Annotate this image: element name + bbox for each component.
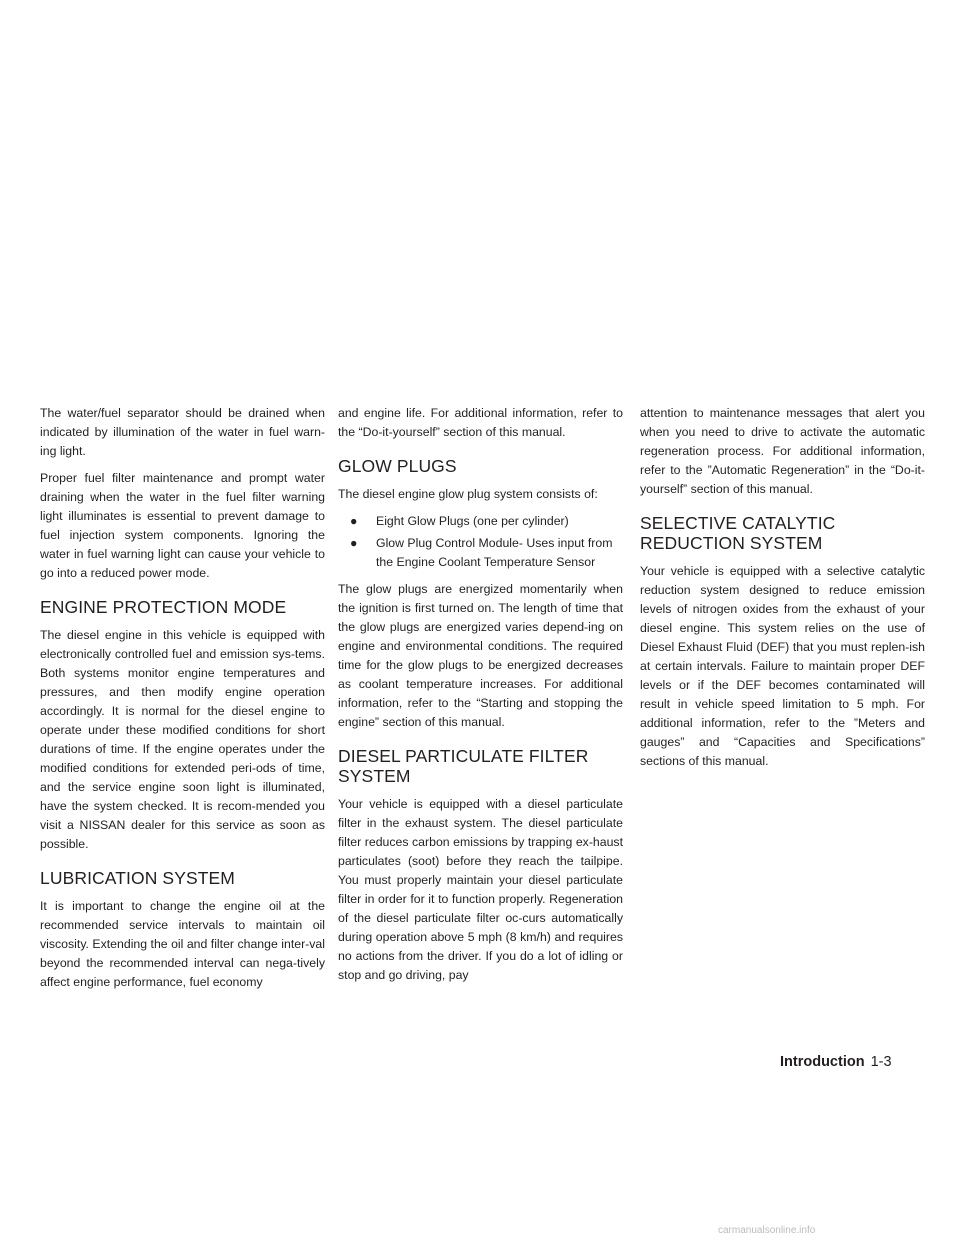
paragraph-lubrication: It is important to change the engine oil at the recommended service intervals to maintain oil viscosity. Extending the oil and filter change inter-val beyond the recommended interval can nega-tively affect engine performance, fuel economy bbox=[40, 899, 325, 989]
paragraph-diesel-particulate-filter: Your vehicle is equipped with a diesel particulate filter in the exhaust system. The diesel particulate filter reduces carbon emissions by trapping ex-haust particulates (soot) before they reach the tailpipe. You must properly maintain your diesel particulate filter in order for it to function properly. Regeneration of the diesel particulate filter oc-curs automatically during operation above 5 mph (8 km/h) and requires no actions from the driver. If you do a lot of idling or stop and go driving, pay bbox=[338, 797, 623, 982]
paragraph-fuel-filter-maintenance: Proper fuel filter maintenance and prompt water draining when the water in the fuel filter warning light illuminates is essential to prevent damage to fuel injection system components. Ignoring the water in fuel warning light can cause your vehicle to go into a reduced power mode. bbox=[40, 471, 325, 580]
paragraph-engine-protection: The diesel engine in this vehicle is equipped with electronically controlled fuel and emission sys-tems. Both systems monitor engine temperatures and pressures, and then modify engine operation accordingly. It is normal for the diesel engine to operate under these modified conditions for short durations of time. If the engine operates under the modified conditions for extended peri-ods of time, and the service engine soon light is illuminated, have the system checked. It is recom-mended you visit a NISSAN dealer for this service as soon as possible. bbox=[40, 628, 325, 851]
paragraph-glow-plug-intro: The diesel engine glow plug system consists of: bbox=[338, 487, 598, 501]
heading-selective-catalytic-reduction: SELECTIVE CATALYTIC REDUCTION SYSTEM bbox=[640, 513, 836, 553]
column-middle bbox=[338, 404, 623, 993]
paragraph-engine-life: and engine life. For additional information, refer to the “Do-it-yourself” section of this manual. bbox=[338, 406, 623, 439]
glow-plug-list bbox=[338, 512, 623, 572]
list-item-text: Glow Plug Control Module- Uses input from the Engine Coolant Temperature Sensor bbox=[376, 536, 613, 569]
paragraph-maintenance-messages: attention to maintenance messages that alert you when you need to drive to activate the automatic regeneration process. For additional information, refer to the ”Automatic Regeneration” in the “Do-it-yourself” section of this manual. bbox=[640, 406, 925, 496]
paragraph-glow-plug-energize: The glow plugs are energized momentarily when the ignition is first turned on. The length of time that the glow plugs are energized varies depend-ing on engine and environmental conditions. The required time for the glow plugs to be energized decreases as coolant temperature increases. For additional information, refer to the “Starting and stopping the engine” section of this manual. bbox=[338, 582, 623, 729]
list-item bbox=[338, 512, 623, 531]
page-footer bbox=[780, 1053, 892, 1071]
footer-section-name: Introduction bbox=[780, 1054, 865, 1070]
list-item bbox=[338, 534, 623, 572]
list-item-text: Eight Glow Plugs (one per cylinder) bbox=[376, 514, 569, 528]
column-left bbox=[40, 404, 325, 1000]
column-right bbox=[640, 404, 925, 779]
page-number: 1-3 bbox=[870, 1054, 892, 1070]
bullet-icon: ● bbox=[350, 514, 358, 528]
bullet-icon: ● bbox=[350, 536, 358, 550]
heading-lubrication-system: LUBRICATION SYSTEM bbox=[40, 868, 235, 888]
heading-glow-plugs: GLOW PLUGS bbox=[338, 456, 457, 476]
heading-diesel-particulate-filter: DIESEL PARTICULATE FILTER SYSTEM bbox=[338, 746, 589, 786]
watermark: carmanualsonline.info bbox=[718, 1225, 816, 1236]
paragraph-selective-catalytic-reduction: Your vehicle is equipped with a selective catalytic reduction system designed to reduce emission levels of nitrogen oxides from the exhaust of your diesel engine. This system relies on the use of Diesel Exhaust Fluid (DEF) that you must replen-ish at certain intervals. Failure to maintain proper DEF levels or if the DEF becomes contaminated will result in vehicle speed limitation to 5 mph. For additional information, refer to the ”Meters and gauges” and “Capacities and Specifications” sections of this manual. bbox=[640, 564, 925, 768]
heading-engine-protection-mode: ENGINE PROTECTION MODE bbox=[40, 597, 287, 617]
paragraph-water-separator: The water/fuel separator should be drained when indicated by illumination of the water in fuel warn-ing light. bbox=[40, 406, 325, 458]
